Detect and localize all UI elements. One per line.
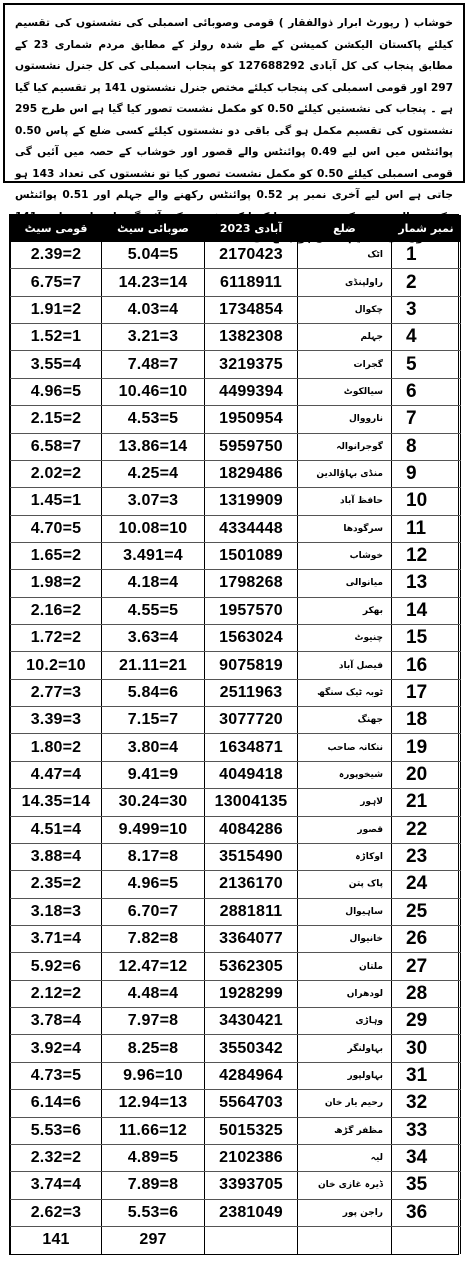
cell-subai-seat: 4.55=5: [102, 597, 205, 624]
table-row: [11, 1008, 461, 1035]
cell-qaumi-seat: 1.80=2: [11, 734, 102, 761]
header-qaumi-seat: قومی سیٹ: [11, 216, 102, 242]
cell-subai-seat: 9.96=10: [102, 1062, 205, 1089]
cell-population: 1798268: [205, 570, 298, 597]
header-subai-seat: صوبائی سیٹ: [102, 216, 205, 242]
cell-qaumi-seat: 4.47=4: [11, 761, 102, 788]
cell-subai-seat: 9.499=10: [102, 816, 205, 843]
cell-population: 1319909: [205, 488, 298, 515]
cell-serial: 19: [392, 734, 461, 761]
cell-qaumi-seat: 4.96=5: [11, 378, 102, 405]
cell-qaumi-seat: 3.92=4: [11, 1035, 102, 1062]
cell-qaumi-seat: 1.72=2: [11, 625, 102, 652]
table-row: [11, 351, 461, 378]
cell-subai-seat: 9.41=9: [102, 761, 205, 788]
header-serial: نمبر شمار: [392, 216, 461, 242]
cell-district: جہلم: [298, 324, 392, 351]
total-cell-serial: [392, 1226, 461, 1254]
table-row: [11, 570, 461, 597]
cell-subai-seat: 4.89=5: [102, 1144, 205, 1171]
cell-population: 3550342: [205, 1035, 298, 1062]
seat-allocation-table: [9, 214, 459, 1255]
table-row: [11, 980, 461, 1007]
cell-population: 5362305: [205, 953, 298, 980]
cell-population: 1634871: [205, 734, 298, 761]
cell-serial: 3: [392, 296, 461, 323]
cell-subai-seat: 5.53=6: [102, 1199, 205, 1226]
cell-serial: 29: [392, 1008, 461, 1035]
header-population: آبادی 2023: [205, 216, 298, 242]
total-cell-district: [298, 1226, 392, 1254]
cell-serial: 14: [392, 597, 461, 624]
cell-serial: 23: [392, 843, 461, 870]
table-row: [11, 488, 461, 515]
cell-population: 4049418: [205, 761, 298, 788]
cell-population: 13004135: [205, 789, 298, 816]
cell-serial: 2: [392, 269, 461, 296]
cell-population: 2881811: [205, 898, 298, 925]
cell-serial: 15: [392, 625, 461, 652]
cell-subai-seat: 6.70=7: [102, 898, 205, 925]
cell-serial: 26: [392, 925, 461, 952]
cell-population: 4284964: [205, 1062, 298, 1089]
table-row: [11, 378, 461, 405]
cell-serial: 34: [392, 1144, 461, 1171]
cell-serial: 21: [392, 789, 461, 816]
table-row: [11, 296, 461, 323]
cell-serial: 9: [392, 460, 461, 487]
cell-population: 1382308: [205, 324, 298, 351]
cell-district: ساہیوال: [298, 898, 392, 925]
table-row: [11, 433, 461, 460]
cell-subai-seat: 11.66=12: [102, 1117, 205, 1144]
cell-subai-seat: 14.23=14: [102, 269, 205, 296]
cell-district: بھکر: [298, 597, 392, 624]
cell-serial: 33: [392, 1117, 461, 1144]
table-row: [11, 460, 461, 487]
cell-serial: 24: [392, 871, 461, 898]
cell-district: راولپنڈی: [298, 269, 392, 296]
cell-district: پاک پتن: [298, 871, 392, 898]
cell-serial: 32: [392, 1090, 461, 1117]
cell-population: 2170423: [205, 242, 298, 269]
cell-population: 3430421: [205, 1008, 298, 1035]
cell-serial: 11: [392, 515, 461, 542]
cell-population: 4334448: [205, 515, 298, 542]
header-district: ضلع: [298, 216, 392, 242]
cell-population: 5564703: [205, 1090, 298, 1117]
table-row: [11, 816, 461, 843]
cell-qaumi-seat: 2.35=2: [11, 871, 102, 898]
cell-subai-seat: 4.96=5: [102, 871, 205, 898]
table-row: [11, 652, 461, 679]
cell-subai-seat: 3.21=3: [102, 324, 205, 351]
cell-population: 1829486: [205, 460, 298, 487]
cell-district: سیالکوٹ: [298, 378, 392, 405]
cell-serial: 18: [392, 707, 461, 734]
cell-serial: 27: [392, 953, 461, 980]
cell-population: 6118911: [205, 269, 298, 296]
cell-district: نارووال: [298, 406, 392, 433]
table-row: [11, 625, 461, 652]
cell-qaumi-seat: 4.70=5: [11, 515, 102, 542]
table-row: [11, 1172, 461, 1199]
cell-serial: 25: [392, 898, 461, 925]
cell-qaumi-seat: 10.2=10: [11, 652, 102, 679]
cell-subai-seat: 10.08=10: [102, 515, 205, 542]
cell-district: رحیم یار خان: [298, 1090, 392, 1117]
cell-district: سرگودھا: [298, 515, 392, 542]
total-cell-qaumi-seat: 141: [11, 1226, 102, 1254]
total-cell-subai-seat: 297: [102, 1226, 205, 1254]
table-row: [11, 406, 461, 433]
cell-population: 3219375: [205, 351, 298, 378]
cell-serial: 12: [392, 542, 461, 569]
cell-qaumi-seat: 3.71=4: [11, 925, 102, 952]
news-report: [3, 3, 465, 201]
cell-subai-seat: 8.17=8: [102, 843, 205, 870]
cell-subai-seat: 13.86=14: [102, 433, 205, 460]
cell-qaumi-seat: 5.92=6: [11, 953, 102, 980]
total-cell-population: [205, 1226, 298, 1254]
table-row: [11, 734, 461, 761]
cell-subai-seat: 7.97=8: [102, 1008, 205, 1035]
cell-subai-seat: 7.82=8: [102, 925, 205, 952]
cell-subai-seat: 21.11=21: [102, 652, 205, 679]
cell-qaumi-seat: 4.73=5: [11, 1062, 102, 1089]
cell-population: 1957570: [205, 597, 298, 624]
cell-district: لودھراں: [298, 980, 392, 1007]
cell-qaumi-seat: 1.45=1: [11, 488, 102, 515]
table-row: [11, 1090, 461, 1117]
cell-serial: 13: [392, 570, 461, 597]
cell-serial: 31: [392, 1062, 461, 1089]
cell-district: وہاڑی: [298, 1008, 392, 1035]
cell-subai-seat: 30.24=30: [102, 789, 205, 816]
cell-district: چکوال: [298, 296, 392, 323]
cell-qaumi-seat: 2.02=2: [11, 460, 102, 487]
cell-population: 5015325: [205, 1117, 298, 1144]
cell-district: بہاولنگر: [298, 1035, 392, 1062]
cell-district: فیصل آباد: [298, 652, 392, 679]
cell-serial: 20: [392, 761, 461, 788]
table-row: [11, 1035, 461, 1062]
table-row: [11, 843, 461, 870]
cell-population: 2102386: [205, 1144, 298, 1171]
cell-district: منڈی بہاؤالدین: [298, 460, 392, 487]
cell-serial: 30: [392, 1035, 461, 1062]
cell-qaumi-seat: 3.74=4: [11, 1172, 102, 1199]
cell-qaumi-seat: 6.75=7: [11, 269, 102, 296]
cell-population: 1501089: [205, 542, 298, 569]
cell-serial: 10: [392, 488, 461, 515]
cell-district: قصور: [298, 816, 392, 843]
cell-district: گجرات: [298, 351, 392, 378]
cell-population: 4499394: [205, 378, 298, 405]
cell-population: 1928299: [205, 980, 298, 1007]
cell-district: میانوالی: [298, 570, 392, 597]
cell-serial: 22: [392, 816, 461, 843]
cell-subai-seat: 10.46=10: [102, 378, 205, 405]
cell-district: لیہ: [298, 1144, 392, 1171]
table-row: [11, 871, 461, 898]
cell-population: 9075819: [205, 652, 298, 679]
cell-subai-seat: 12.47=12: [102, 953, 205, 980]
table-row: [11, 679, 461, 706]
cell-serial: 1: [392, 242, 461, 269]
cell-qaumi-seat: 2.77=3: [11, 679, 102, 706]
cell-population: 3393705: [205, 1172, 298, 1199]
cell-qaumi-seat: 5.53=6: [11, 1117, 102, 1144]
cell-population: 4084286: [205, 816, 298, 843]
cell-qaumi-seat: 3.39=3: [11, 707, 102, 734]
cell-subai-seat: 7.89=8: [102, 1172, 205, 1199]
cell-qaumi-seat: 2.32=2: [11, 1144, 102, 1171]
cell-subai-seat: 4.03=4: [102, 296, 205, 323]
table-row: [11, 953, 461, 980]
cell-district: حافظ آباد: [298, 488, 392, 515]
cell-district: مظفر گڑھ: [298, 1117, 392, 1144]
cell-qaumi-seat: 2.39=2: [11, 242, 102, 269]
cell-district: شیخوپورہ: [298, 761, 392, 788]
cell-qaumi-seat: 1.65=2: [11, 542, 102, 569]
cell-population: 5959750: [205, 433, 298, 460]
cell-subai-seat: 8.25=8: [102, 1035, 205, 1062]
cell-serial: 36: [392, 1199, 461, 1226]
table-row: [11, 1199, 461, 1226]
cell-district: ڈیرہ غازی خان: [298, 1172, 392, 1199]
cell-population: 3515490: [205, 843, 298, 870]
cell-serial: 28: [392, 980, 461, 1007]
cell-population: 3077720: [205, 707, 298, 734]
cell-serial: 35: [392, 1172, 461, 1199]
cell-population: 2381049: [205, 1199, 298, 1226]
table-row: [11, 242, 461, 269]
cell-district: اٹک: [298, 242, 392, 269]
cell-subai-seat: 12.94=13: [102, 1090, 205, 1117]
cell-subai-seat: 4.25=4: [102, 460, 205, 487]
table-body: [11, 242, 461, 1255]
cell-district: گوجرانوالہ: [298, 433, 392, 460]
table-total-row: [11, 1226, 461, 1254]
cell-qaumi-seat: 1.52=1: [11, 324, 102, 351]
cell-qaumi-seat: 4.51=4: [11, 816, 102, 843]
cell-population: 1734854: [205, 296, 298, 323]
table-row: [11, 898, 461, 925]
cell-subai-seat: 7.15=7: [102, 707, 205, 734]
table-header-row: [11, 216, 461, 242]
cell-district: بہاولپور: [298, 1062, 392, 1089]
cell-qaumi-seat: 2.15=2: [11, 406, 102, 433]
table-row: [11, 761, 461, 788]
cell-qaumi-seat: 2.62=3: [11, 1199, 102, 1226]
cell-subai-seat: 3.80=4: [102, 734, 205, 761]
cell-subai-seat: 4.53=5: [102, 406, 205, 433]
cell-serial: 4: [392, 324, 461, 351]
cell-qaumi-seat: 1.91=2: [11, 296, 102, 323]
news-report-text: خوشاب ( رپورٹ ابرار ذوالفقار ) قومی وصوبائی اسمبلی کی نشستوں کی تقسیم کیلئے پاکستان الیکشن کمیشن کے طے شدہ رولز کے مطابق مردم شماری 23 کے مطابق پنجاب کی کل آبادی 127688292 کو پنجاب اسمبلی کی کل جنرل نشستوں 297 اور قومی اسمبلی کی پنجاب کیلئے مختص جنرل نشستوں 141 پر تقسیم کیا گیا ہے ۔ پنجاب کی نشستیں کیلئے 0.50 کو مکمل نشست تصور کیا گیا ہے اس طرح 295 نشستوں کی تقسیم مکمل ہو گی باقی دو نشستوں کیلئے کسی ضلع کے پاس 0.50 پوائنٹس میں اس لیے 0.49 پوائنٹس والے قصور اور خوشاب کے حصہ میں آئیں گی قومی اسمبلی کیلئے 0.50 کو مکمل نشست تصور کیا تو نشستوں کی تعداد 143 ہو جاتی ہے اس لیے آخری نمبر پر 0.52 پوائنٹس رکھنے والے جہلم اور 0.51 پوائنٹس: [15, 17, 454, 201]
cell-district: ٹوبہ ٹیک سنگھ: [298, 679, 392, 706]
table-row: [11, 925, 461, 952]
cell-population: 2136170: [205, 871, 298, 898]
cell-subai-seat: 7.48=7: [102, 351, 205, 378]
cell-population: 3364077: [205, 925, 298, 952]
cell-subai-seat: 4.18=4: [102, 570, 205, 597]
cell-district: خانیوال: [298, 925, 392, 952]
table-row: [11, 1117, 461, 1144]
cell-serial: 16: [392, 652, 461, 679]
cell-population: 2511963: [205, 679, 298, 706]
table-row: [11, 1144, 461, 1171]
cell-serial: 17: [392, 679, 461, 706]
cell-population: 1950954: [205, 406, 298, 433]
cell-subai-seat: 5.84=6: [102, 679, 205, 706]
cell-qaumi-seat: 3.78=4: [11, 1008, 102, 1035]
cell-serial: 5: [392, 351, 461, 378]
cell-district: راجن پور: [298, 1199, 392, 1226]
cell-qaumi-seat: 1.98=2: [11, 570, 102, 597]
cell-qaumi-seat: 3.18=3: [11, 898, 102, 925]
cell-district: خوشاب: [298, 542, 392, 569]
cell-subai-seat: 3.07=3: [102, 488, 205, 515]
cell-serial: 6: [392, 378, 461, 405]
cell-serial: 8: [392, 433, 461, 460]
cell-qaumi-seat: 6.58=7: [11, 433, 102, 460]
cell-subai-seat: 3.491=4: [102, 542, 205, 569]
seat-table: [10, 215, 461, 1254]
cell-subai-seat: 3.63=4: [102, 625, 205, 652]
cell-district: ملتان: [298, 953, 392, 980]
table-row: [11, 542, 461, 569]
cell-subai-seat: 5.04=5: [102, 242, 205, 269]
table-row: [11, 789, 461, 816]
cell-qaumi-seat: 2.12=2: [11, 980, 102, 1007]
cell-qaumi-seat: 3.88=4: [11, 843, 102, 870]
cell-qaumi-seat: 6.14=6: [11, 1090, 102, 1117]
cell-qaumi-seat: 14.35=14: [11, 789, 102, 816]
table-row: [11, 597, 461, 624]
cell-district: ننکانہ صاحب: [298, 734, 392, 761]
cell-district: اوکاڑہ: [298, 843, 392, 870]
cell-district: لاہور: [298, 789, 392, 816]
cell-population: 1563024: [205, 625, 298, 652]
table-row: [11, 269, 461, 296]
cell-district: جھنگ: [298, 707, 392, 734]
table-row: [11, 324, 461, 351]
table-row: [11, 515, 461, 542]
cell-subai-seat: 4.48=4: [102, 980, 205, 1007]
table-row: [11, 707, 461, 734]
cell-qaumi-seat: 2.16=2: [11, 597, 102, 624]
cell-serial: 7: [392, 406, 461, 433]
table-row: [11, 1062, 461, 1089]
cell-qaumi-seat: 3.55=4: [11, 351, 102, 378]
cell-district: چنیوٹ: [298, 625, 392, 652]
